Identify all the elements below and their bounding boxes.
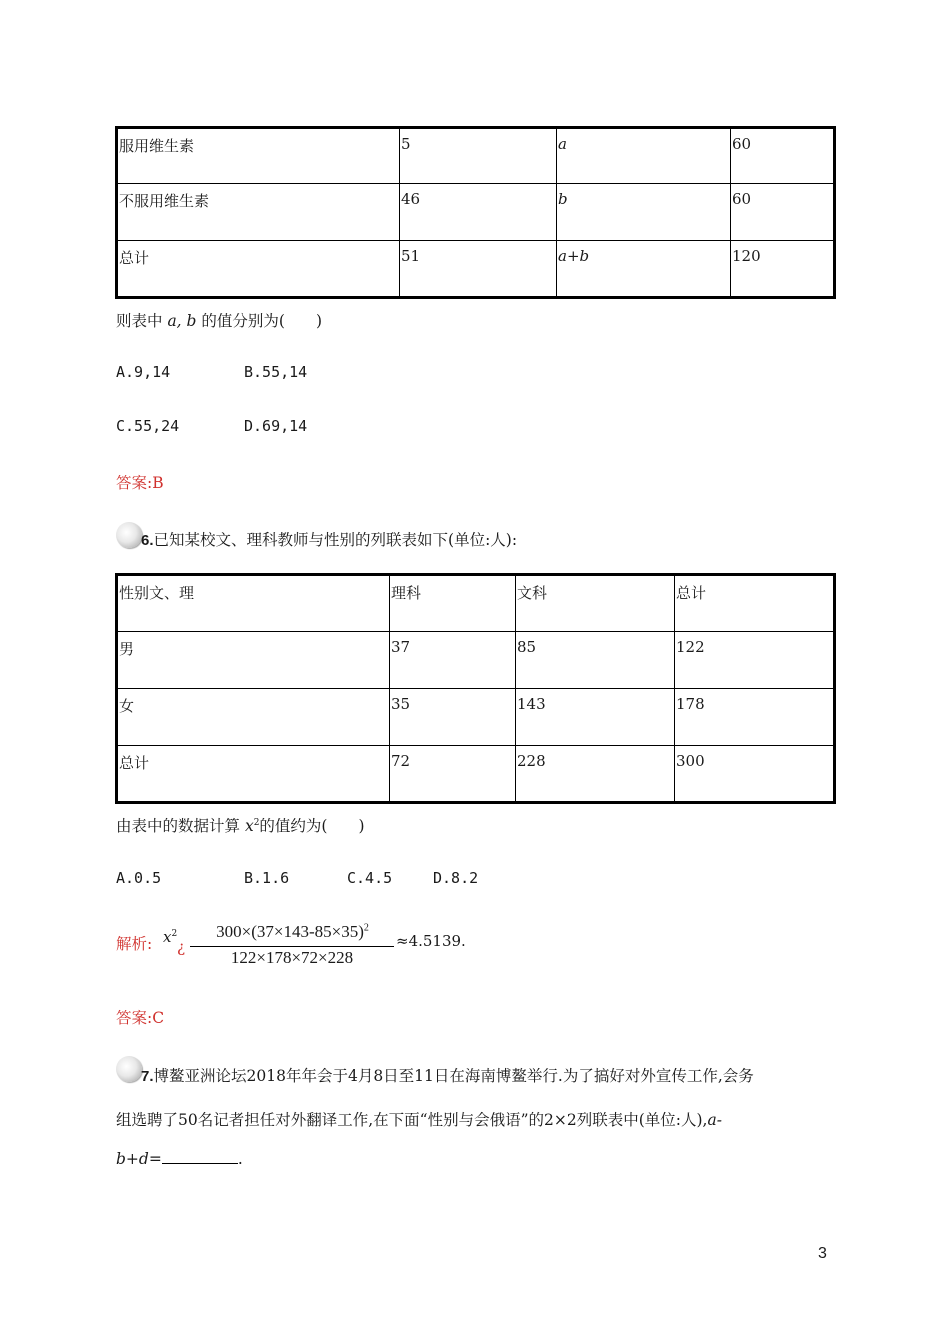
table-cell: 60 — [731, 128, 835, 184]
q5-answer: 答案:B — [116, 474, 164, 492]
q7-line1 — [141, 1064, 754, 1086]
question-bullet-icon — [116, 1056, 142, 1082]
q7-line3-var: b+d= — [116, 1150, 162, 1168]
q5-option-a: A.9,14 — [116, 363, 171, 381]
table-cell: 男 — [117, 632, 390, 689]
q5-option-b: B.55,14 — [244, 363, 308, 381]
table-cell: 35 — [390, 689, 516, 746]
q6-option-b: B.1.6 — [244, 869, 290, 887]
q7-line1-text: 博鳌亚洲论坛2018年年会于4月8日至11日在海南博鳌举行.为了搞好对外宣传工作,会务 — [153, 1067, 754, 1085]
table-header-cell: 性别文、理 — [117, 575, 390, 632]
page-number: 3 — [818, 1245, 827, 1262]
q7-line2-text: 组选聘了50名记者担任对外翻译工作,在下面“性别与会俄语”的2×2列联表中(单位:人), — [116, 1111, 708, 1129]
numerator-text: 300×(37×143-85×35) — [216, 922, 364, 941]
table-cell: 服用维生素 — [117, 128, 400, 184]
numerator-sup: 2 — [363, 922, 369, 934]
q6-solution-label: 解析: — [116, 935, 153, 953]
question-bullet-icon — [116, 522, 142, 548]
q5-stem — [116, 309, 322, 331]
q6-question-var: x — [244, 817, 254, 835]
q5-option-d: D.69,14 — [244, 417, 308, 435]
table-row — [117, 128, 835, 184]
table-cell: 72 — [390, 746, 516, 803]
q6-fraction-numerator — [190, 922, 395, 942]
q6-question — [116, 814, 365, 836]
q6-question-text: 由表中的数据计算 — [116, 817, 245, 835]
table-cell: 总计 — [117, 746, 390, 803]
table-row — [117, 632, 835, 689]
table-cell: 总计 — [117, 241, 400, 298]
table-cell: 122 — [675, 632, 835, 689]
q6-solution-var — [163, 928, 177, 946]
table-cell: a — [557, 128, 731, 184]
gender-subject-table — [115, 573, 836, 804]
q5-stem-vars: a, b — [167, 312, 197, 330]
fraction-line — [190, 946, 394, 947]
table-cell: 120 — [731, 241, 835, 298]
table-cell: 5 — [400, 128, 557, 184]
q7-line3-tail: . — [237, 1150, 243, 1168]
table-row — [117, 746, 835, 803]
table-cell: 46 — [400, 184, 557, 241]
table-cell: 300 — [675, 746, 835, 803]
table-row — [117, 575, 835, 632]
table-cell: 178 — [675, 689, 835, 746]
solution-var: x — [163, 928, 172, 946]
table-cell: 37 — [390, 632, 516, 689]
q6-stem-text: 已知某校文、理科教师与性别的列联表如下(单位:人): — [153, 531, 518, 549]
table-cell: 女 — [117, 689, 390, 746]
q5-stem-tail: 的值分别为( ) — [196, 312, 322, 330]
table-header-cell: 理科 — [390, 575, 516, 632]
table-cell: 228 — [516, 746, 675, 803]
solution-sup: 2 — [171, 929, 178, 939]
q6-answer: 答案:C — [116, 1009, 165, 1027]
table-cell: b — [557, 184, 731, 241]
table-header-cell: 文科 — [516, 575, 675, 632]
q5-option-c: C.55,24 — [116, 417, 180, 435]
q6-fraction-denominator: 122×178×72×228 — [230, 948, 354, 967]
table-header-cell: 总计 — [675, 575, 835, 632]
q7-line2-var: a- — [707, 1111, 722, 1129]
q6-question-tail: 的值约为( ) — [259, 817, 365, 835]
q6-solution-glyph: ¿ — [177, 938, 186, 956]
table-cell: a+b — [557, 241, 731, 298]
q6-option-c: C.4.5 — [347, 869, 393, 887]
table-cell: 143 — [516, 689, 675, 746]
q6-option-d: D.8.2 — [433, 869, 479, 887]
vitamin-table — [115, 126, 836, 299]
q6-question-sup: 2 — [253, 817, 260, 828]
q7-line2 — [116, 1108, 722, 1130]
q7-line3 — [116, 1149, 243, 1168]
table-row — [117, 241, 835, 298]
q6-result: ≈4.5139. — [396, 932, 466, 950]
answer-blank[interactable] — [162, 1149, 238, 1164]
q5-stem-text: 则表中 — [116, 312, 168, 330]
q6-number: 6. — [141, 532, 154, 549]
q6-option-a: A.0.5 — [116, 869, 162, 887]
table-cell: 不服用维生素 — [117, 184, 400, 241]
q7-number: 7. — [141, 1068, 154, 1085]
table-cell: 51 — [400, 241, 557, 298]
table-cell: 60 — [731, 184, 835, 241]
table-row — [117, 689, 835, 746]
table-row — [117, 184, 835, 241]
q6-stem — [141, 528, 517, 550]
table-cell: 85 — [516, 632, 675, 689]
